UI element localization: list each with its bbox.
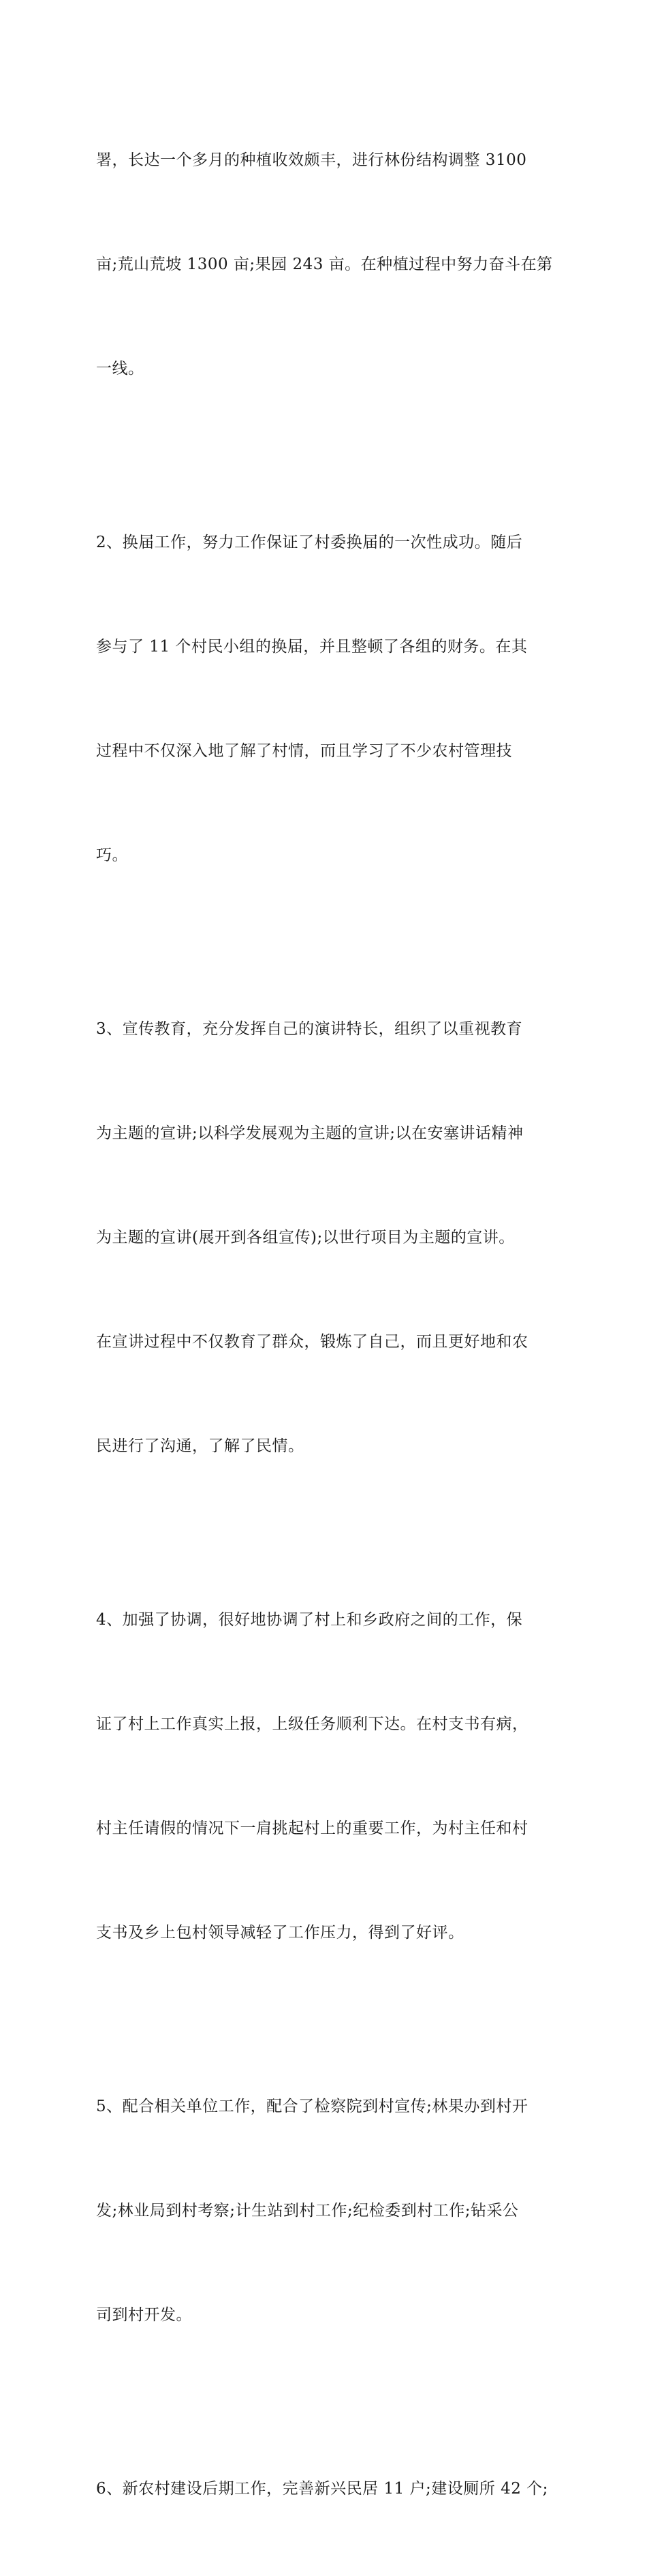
- paragraph-item-5: [96, 2020, 559, 2402]
- document-body: [96, 74, 559, 2576]
- text-line: 3、宣传教育，充分发挥自己的演讲特长，组织了以重视教育: [96, 1020, 523, 1038]
- text-line: 村主任请假的情况下一肩挑起村上的重要工作，为村主任和村: [96, 1820, 528, 1837]
- text-line: 署，长达一个多月的种植收效颇丰，进行林份结构调整 3100: [96, 151, 527, 169]
- paragraph-continuation: [96, 74, 559, 456]
- paragraph-item-2: [96, 456, 559, 942]
- paragraph-item-3: [96, 942, 559, 1533]
- text-line: 2、换届工作，努力工作保证了村委换届的一次性成功。随后: [96, 534, 523, 551]
- text-line: 参与了 11 个村民小组的换届，并且整顿了各组的财务。在其: [96, 638, 528, 656]
- text-line: 证了村上工作真实上报，上级任务顺利下达。在村支书有病，: [96, 1715, 528, 1733]
- text-line: 支书及乡上包村领导减轻了工作压力，得到了好评。: [96, 1924, 464, 1942]
- text-line: 4、加强了协调，很好地协调了村上和乡政府之间的工作，保: [96, 1611, 523, 1629]
- text-line: 过程中不仅深入地了解了村情，而且学习了不少农村管理技: [96, 742, 512, 760]
- text-line: 巧。: [96, 846, 128, 864]
- paragraph-item-4: [96, 1533, 559, 2020]
- text-line: 6、新农村建设后期工作，完善新兴民居 11 户;建设厕所 42 个;: [96, 2480, 548, 2498]
- text-line: 5、配合相关单位工作，配合了检察院到村宣传;林果办到村开: [96, 2098, 528, 2115]
- text-line: 在宣讲过程中不仅教育了群众，锻炼了自己，而且更好地和农: [96, 1333, 528, 1351]
- text-line: 司到村开发。: [96, 2306, 192, 2324]
- text-line: 为主题的宣讲(展开到各组宣传);以世行项目为主题的宣讲。: [96, 1229, 515, 1246]
- text-line: 民进行了沟通，了解了民情。: [96, 1437, 304, 1455]
- paragraph-item-6: [96, 2402, 559, 2576]
- text-line: 为主题的宣讲;以科学发展观为主题的宣讲;以在安塞讲话精神: [96, 1124, 524, 1142]
- text-line: 亩;荒山荒坡 1300 亩;果园 243 亩。在种植过程中努力奋斗在第: [96, 256, 553, 273]
- text-line: 发;林业局到村考察;计生站到村工作;纪检委到村工作;钻采公: [96, 2202, 519, 2220]
- text-line: 一线。: [96, 360, 144, 378]
